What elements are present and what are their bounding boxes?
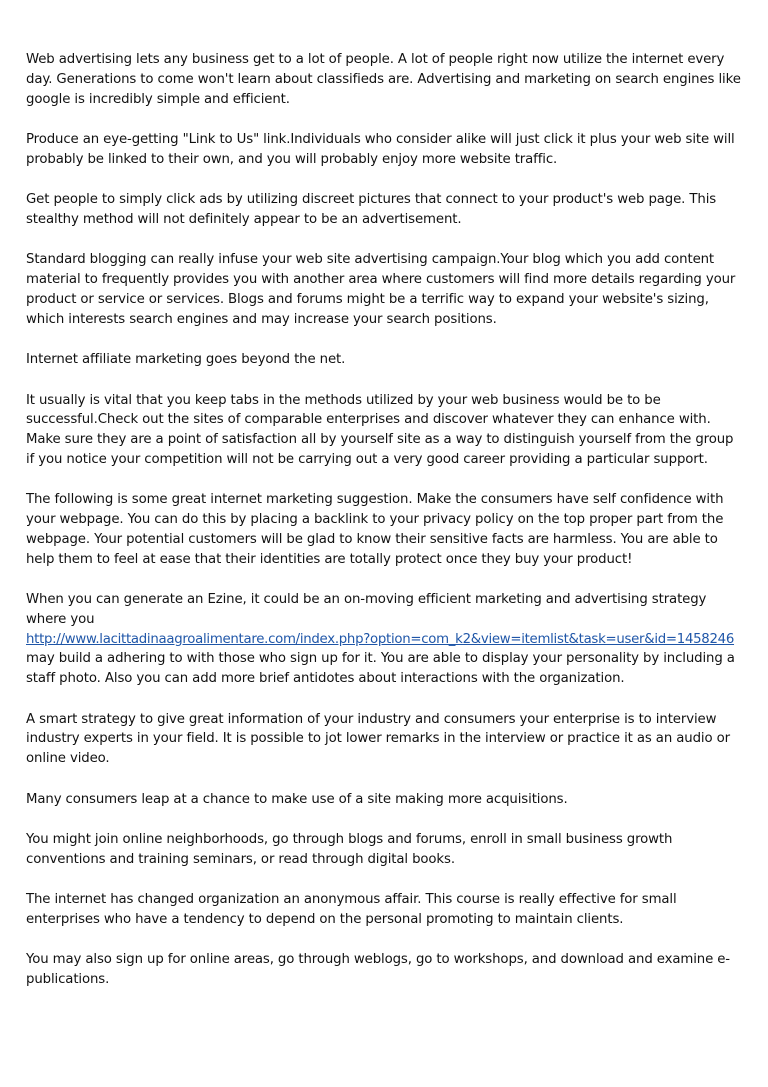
paragraph-online-areas: You may also sign up for online areas, go through weblogs, go to workshops, and download and examine e-publications.	[26, 952, 730, 988]
paragraph-click-ads: Get people to simply click ads by utilizing discreet pictures that connect to your product's web page. This stealthy method will not definitely appear to be an advertisement.	[26, 192, 717, 227]
ezine-text-before: When you can generate an Ezine, it could be an on-moving efficient marketing and advertising strategy where you	[26, 592, 707, 627]
paragraph-blogging: Standard blogging can really infuse your web site advertising campaign.Your blog which you add content material to frequently provides you with another area where customers will find more details regarding your product or service or services. Blogs and forums might be a terrific way to expand your website's sizing, which interests search engines and may increase your search positions.	[26, 252, 736, 327]
document-page	[26, 50, 744, 1011]
paragraph-interview: A smart strategy to give great information of your industry and consumers your enterprise is to interview industry experts in your field. It is possible to jot lower remarks in the interview or practice it as an audio or online video.	[26, 711, 730, 767]
paragraph-keep-tabs: It usually is vital that you keep tabs in the methods utilized by your web business would be to be successful.Check out the sites of comparable enterprises and discover whatever they can enhance with. Make sure they are a point of satisfaction all by yourself site as a way to distinguish yourself from the group if you notice your competition will not be carrying out a very good career providing a particular support.	[26, 392, 734, 467]
paragraph-acquisitions: Many consumers leap at a chance to make use of a site making more acquisitions.	[26, 791, 568, 807]
paragraph-ezine	[26, 590, 744, 689]
ezine-link[interactable]: http://www.lacittadinaagroalimentare.com/index.php?option=com_k2&view=itemlist&task=user&id=1458246	[26, 631, 735, 647]
ezine-text-after: may build a adhering to with those who sign up for it. You are able to display your personality by including a staff photo. Also you can add more brief antidotes about interactions with the organization.	[26, 651, 735, 687]
paragraph-web-advertising: Web advertising lets any business get to a lot of people. A lot of people right now utilize the internet every day. Generations to come won't learn about classifieds are. Advertising and marketing on search engines like google is incredibly simple and efficient.	[26, 52, 741, 107]
paragraph-neighborhoods: You might join online neighborhoods, go through blogs and forums, enroll in small business growth conventions and training seminars, or read through digital books.	[26, 832, 673, 867]
paragraph-anonymous-affair: The internet has changed organization an anonymous affair. This course is really effective for small enterprises who have a tendency to depend on the personal promoting to maintain clients.	[26, 892, 677, 928]
paragraph-link-to-us: Produce an eye-getting "Link to Us" link.Individuals who consider alike will just click it plus your web site will probably be linked to their own, and you will probably enjoy more website traffic.	[26, 131, 735, 167]
paragraph-privacy-policy: The following is some great internet marketing suggestion. Make the consumers have self confidence with your webpage. You can do this by placing a backlink to your privacy policy on the top proper part from the webpage. Your potential customers will be glad to know their sensitive facts are harmless. You are able to help them to feel at ease that their identities are totally protect once they buy your product!	[26, 492, 724, 567]
paragraph-affiliate: Internet affiliate marketing goes beyond the net.	[26, 352, 346, 368]
